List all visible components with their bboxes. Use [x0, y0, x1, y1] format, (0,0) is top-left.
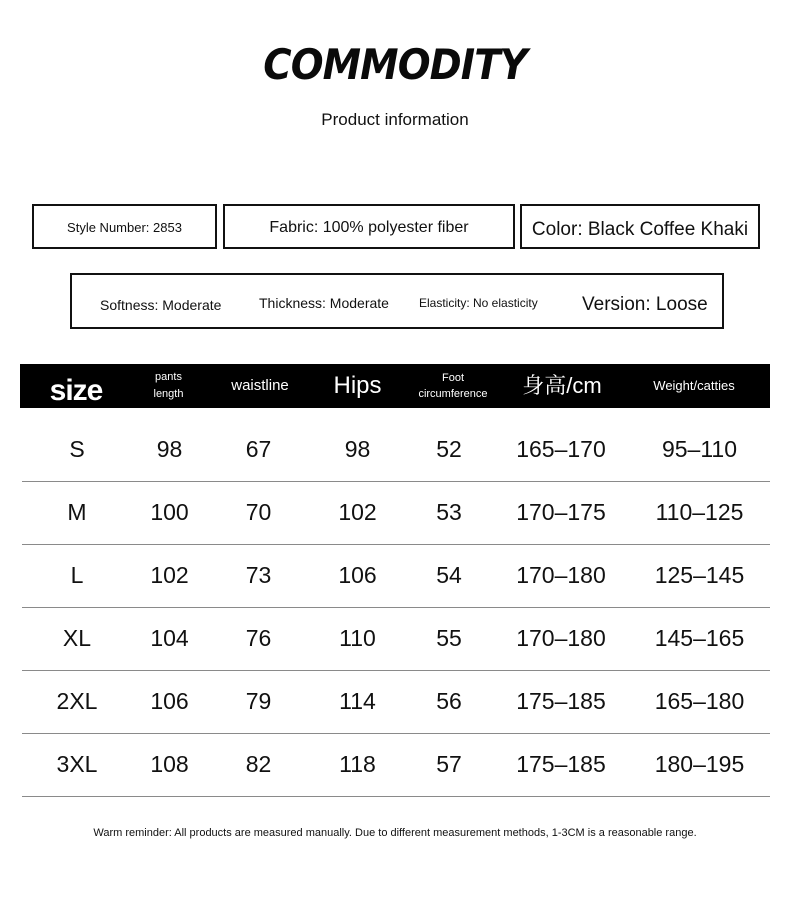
header-foot-circumference: [400, 364, 506, 408]
cell-pants-length: 98: [156, 436, 183, 462]
cell-height: 170–180: [516, 562, 606, 588]
cell-weight: 95–110: [661, 436, 738, 462]
cell-size: 3XL: [56, 751, 98, 777]
table-row: [22, 418, 770, 482]
cell-hips: 102: [338, 499, 377, 525]
cell-foot: 56: [436, 688, 462, 714]
cell-size: 2XL: [56, 688, 98, 714]
cell-waistline: 82: [245, 751, 272, 777]
cell-pants-length: 108: [150, 751, 189, 777]
fabric-label: Fabric: 100% polyester fiber: [269, 219, 469, 236]
cell-hips: 110: [339, 625, 376, 651]
header-size: size: [49, 373, 103, 407]
cell-hips: 114: [339, 688, 376, 714]
cell-hips: 98: [344, 436, 371, 462]
cell-height: 175–185: [516, 688, 606, 714]
warm-reminder: Warm reminder: All products are measured manually. Due to different measurement methods, 1-3CM is a reasonable range.: [93, 827, 697, 839]
table-row: [22, 670, 770, 734]
cell-foot: 52: [436, 436, 462, 462]
cell-weight: 165–180: [654, 688, 745, 714]
header-hips: Hips: [333, 372, 382, 400]
cell-pants-length: 106: [150, 688, 189, 714]
cell-foot: 53: [436, 499, 462, 525]
cell-weight: 145–165: [654, 625, 745, 651]
cell-foot: 57: [436, 751, 462, 777]
cell-waistline: 70: [245, 499, 272, 525]
table-row: [22, 733, 770, 797]
header-weight-catties: Weight/catties: [653, 377, 735, 393]
table-row: [22, 607, 770, 671]
size-table-header: [20, 364, 770, 408]
header-foot-line1: Foot: [441, 371, 464, 384]
thickness-label: Thickness: Moderate: [259, 295, 389, 311]
cell-foot: 55: [436, 625, 462, 651]
version-label: Version: Loose: [582, 294, 708, 315]
color-label: Color: Black Coffee Khaki: [531, 219, 749, 240]
page-title: COMMODITY: [263, 40, 527, 89]
table-row: [22, 544, 770, 608]
cell-size: S: [69, 436, 85, 462]
cell-waistline: 67: [245, 436, 272, 462]
cell-pants-length: 100: [150, 499, 189, 525]
cell-size: XL: [62, 625, 92, 651]
cell-height: 170–180: [516, 625, 606, 651]
cell-waistline: 73: [245, 562, 272, 588]
cell-waistline: 76: [245, 625, 272, 651]
elasticity-label: Elasticity: No elasticity: [419, 296, 538, 310]
style-number-label: Style Number: 2853: [67, 220, 182, 235]
header-pants-length: [132, 364, 205, 408]
cell-height: 170–175: [516, 499, 606, 525]
cell-waistline: 79: [245, 688, 272, 714]
cell-height: 175–185: [516, 751, 606, 777]
cell-height: 165–170: [516, 436, 606, 462]
table-row: [22, 481, 770, 545]
cell-hips: 106: [338, 562, 377, 588]
header-pants-length-line2: length: [153, 388, 184, 400]
cell-weight: 110–125: [655, 499, 744, 525]
cell-pants-length: 102: [150, 562, 189, 588]
cell-hips: 118: [339, 751, 376, 777]
page-subtitle: Product information: [321, 110, 469, 129]
cell-weight: 125–145: [654, 562, 745, 588]
header-waistline: waistline: [231, 377, 289, 395]
cell-weight: 180–195: [654, 751, 745, 777]
header-pants-length-line1: pants: [155, 371, 182, 384]
cell-size: L: [70, 562, 84, 588]
header-foot-line2: circumference: [418, 387, 488, 400]
cell-pants-length: 104: [150, 625, 189, 651]
cell-foot: 54: [436, 562, 462, 588]
softness-label: Softness: Moderate: [100, 297, 222, 313]
header-height-cm: 身高/cm: [522, 373, 602, 399]
cell-size: M: [67, 499, 87, 525]
